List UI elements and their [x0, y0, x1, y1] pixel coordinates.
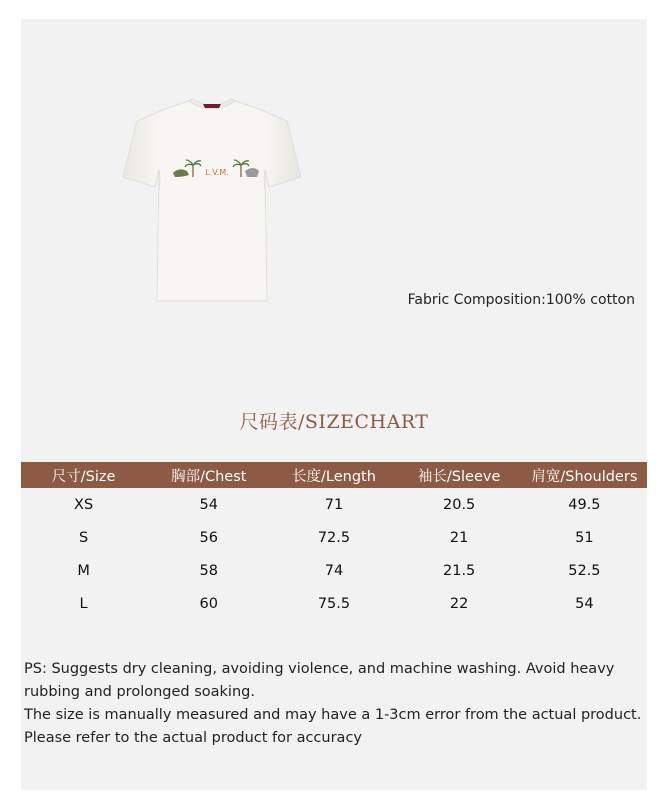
- cell-size: S: [78, 529, 89, 546]
- product-card: [21, 19, 647, 790]
- care-notes: [24, 658, 644, 750]
- cell-size: XS: [74, 496, 94, 513]
- header-chest: 胸部/Chest: [146, 462, 271, 488]
- cell-size: L: [79, 595, 88, 612]
- cell-sleeve: 21.5: [443, 562, 476, 579]
- cell-shoulders: 52.5: [568, 562, 601, 579]
- size-chart-title: 尺码表/SIZECHART: [239, 411, 429, 433]
- tshirt-image: [121, 95, 303, 303]
- fabric-composition: Fabric Composition:100% cotton: [407, 292, 635, 308]
- table-row: [21, 521, 647, 554]
- cell-chest: 60: [199, 595, 218, 612]
- care-note-line: Please refer to the actual product for accuracy: [24, 730, 362, 746]
- header-shoulders: 肩宽/Shoulders: [522, 462, 647, 488]
- cell-sleeve: 22: [449, 595, 469, 612]
- header-length: 长度/Length: [271, 462, 396, 488]
- size-chart-header-row: [21, 462, 647, 488]
- cell-chest: 56: [199, 529, 218, 546]
- cell-length: 72.5: [317, 529, 351, 546]
- care-note-line: The size is manually measured and may have a 1-3cm error from the actual product.: [24, 707, 642, 723]
- header-sleeve: 袖长/Sleeve: [397, 462, 522, 488]
- cell-length: 71: [324, 496, 344, 513]
- care-note-line: PS: Suggests dry cleaning, avoiding violence, and machine washing. Avoid heavy rubbing and prolonged soaking.: [24, 661, 615, 700]
- table-row: [21, 587, 647, 620]
- cell-length: 74: [324, 562, 344, 579]
- svg-text:L.V.M.: L.V.M.: [205, 168, 229, 177]
- cell-sleeve: 21: [449, 529, 469, 546]
- cell-chest: 54: [199, 496, 218, 513]
- cell-shoulders: 49.5: [568, 496, 601, 513]
- cell-size: M: [77, 562, 90, 579]
- table-row: [21, 554, 647, 587]
- cell-length: 75.5: [317, 595, 351, 612]
- header-size: 尺寸/Size: [21, 462, 146, 488]
- cell-sleeve: 20.5: [443, 496, 476, 513]
- cell-shoulders: 51: [575, 529, 594, 546]
- cell-shoulders: 54: [575, 595, 594, 612]
- cell-chest: 58: [199, 562, 218, 579]
- table-row: [21, 488, 647, 521]
- size-chart-table: [21, 462, 647, 620]
